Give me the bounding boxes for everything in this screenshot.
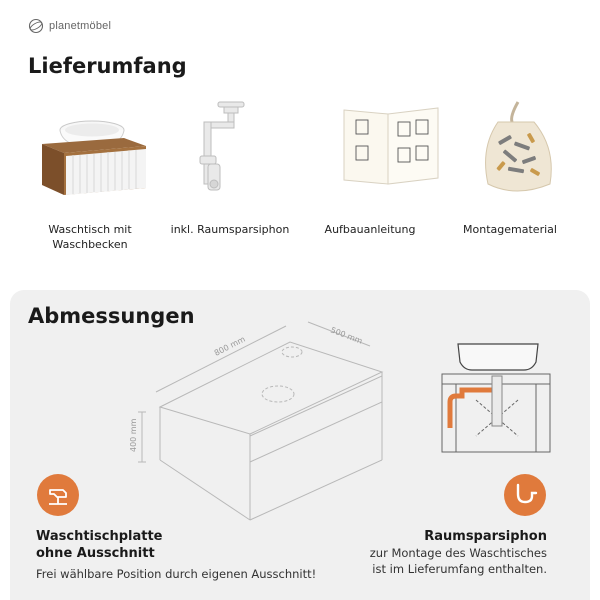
brand-logo [28, 18, 111, 34]
brand-name: planetmöbel [49, 20, 112, 32]
scope-item-hardware [440, 98, 580, 237]
siphon-pipe-icon [512, 482, 538, 508]
globe-logo-icon [28, 18, 44, 34]
scope-items [20, 98, 580, 268]
jigsaw-badge [37, 474, 79, 516]
scope-item-label-line1: Montagematerial [463, 223, 557, 236]
screw-bag-image [440, 98, 580, 208]
scope-item-label-line1: inkl. Raumsparsiphon [170, 223, 290, 236]
scope-title: Lieferumfang [28, 54, 187, 78]
dimension-drawing [120, 312, 400, 532]
siphon-feature-text-line2: ist im Lieferumfang enthalten. [372, 562, 547, 576]
vanity-unit-image [20, 98, 160, 208]
siphon-installation-diagram [432, 340, 562, 460]
scope-item-label-line1: Waschtisch mit [48, 223, 132, 236]
scope-item-vanity [20, 98, 160, 252]
height-dimension-label: 400 mm [129, 418, 138, 452]
siphon-badge [504, 474, 546, 516]
siphon-image [160, 98, 300, 208]
cutout-feature-title-line2: ohne Ausschnitt [36, 546, 155, 561]
depth-dimension-label: 500 mm [329, 325, 364, 346]
scope-item-label-line2: Waschbecken [52, 238, 128, 251]
scope-item-label-line1: Aufbauanleitung [324, 223, 416, 236]
scope-item-siphon [160, 98, 300, 237]
cutout-feature-title-line1: Waschtischplatte [36, 529, 163, 544]
siphon-feature-text-line1: zur Montage des Waschtisches [369, 546, 547, 560]
siphon-feature-text [370, 545, 547, 577]
width-dimension-label: 800 mm [212, 334, 247, 358]
dimensions-title: Abmessungen [28, 304, 195, 328]
cutout-feature-title [36, 528, 163, 562]
manual-image [300, 98, 440, 208]
siphon-feature-title: Raumsparsiphon [424, 529, 547, 544]
jigsaw-icon [45, 482, 71, 508]
cutout-feature-text: Frei wählbare Position durch eigenen Ausschnitt! [36, 567, 317, 581]
scope-item-manual [300, 98, 440, 237]
